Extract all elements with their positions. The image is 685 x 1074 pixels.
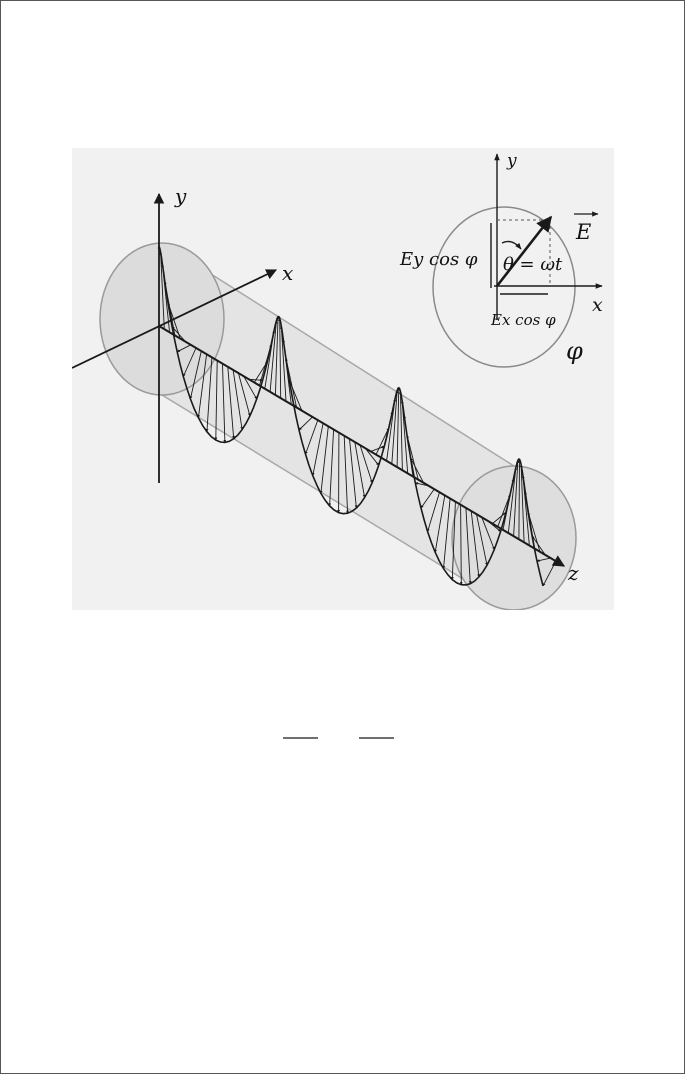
y-axis-label: y [175,184,187,208]
ex-component-label: Ex cos φ [491,311,556,329]
inset-ellipse [433,207,575,367]
angle-label: θ = ωt [503,254,563,275]
svg-text:E: E [576,220,592,244]
inset-y-label: y [507,151,517,171]
inset-x-label: x [592,294,603,316]
field-vector [519,459,520,539]
x-axis-label: x [282,261,294,285]
helix-polarization-figure [72,148,614,610]
z-axis-label: z [568,561,579,585]
fraction-bars [283,736,395,742]
ey-component-label: Ey cos φ [400,249,478,270]
phase-label: φ [566,337,583,365]
